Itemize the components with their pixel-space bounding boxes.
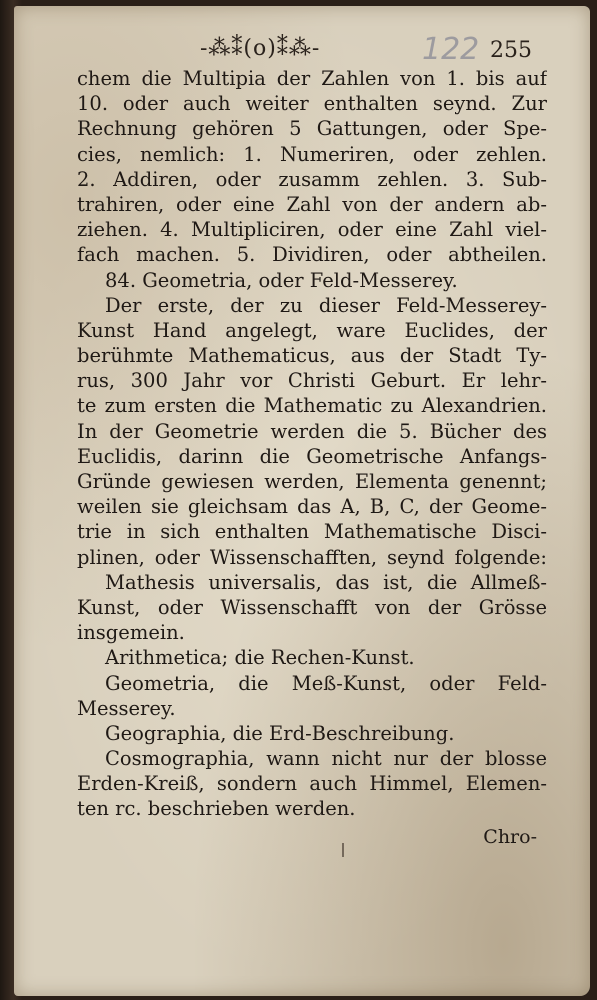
text-line: Rechnung gehören 5 Gattungen, oder Spe- — [77, 117, 547, 141]
text-line: Geographia, die Erd-Beschreibung. — [105, 721, 455, 745]
text-line: Cosmographia, wann nicht nur der blosse — [105, 747, 547, 771]
text-line: plinen, oder Wissenschafften, seynd folgende: — [77, 545, 547, 569]
page-header — [200, 32, 540, 67]
header-ornament: -⁂⁑(o)⁑⁂- — [200, 36, 321, 61]
text-line: Euclidis, darinn die Geometrische Anfangs- — [77, 444, 547, 468]
text-line: Kunst Hand angelegt, ware Euclides, der — [77, 318, 547, 342]
text-line: trahiren, oder eine Zahl von der andern ab- — [77, 192, 547, 216]
text-line: Messerey. — [77, 696, 176, 720]
ink-mark — [342, 843, 344, 857]
text-line: Arithmetica; die Rechen-Kunst. — [105, 646, 415, 670]
text-line: weilen sie gleichsam das A, B, C, der Geome- — [77, 495, 547, 519]
text-line: berühmte Mathematicus, aus der Stadt Ty- — [77, 344, 547, 368]
text-line: Geometria, die Meß-Kunst, oder Feld- — [105, 671, 547, 695]
text-line: Erden-Kreiß, sondern auch Himmel, Elemen- — [77, 772, 547, 796]
text-line: Kunst, oder Wissenschafft von der Grösse — [77, 595, 547, 619]
text-line: fach machen. 5. Dividiren, oder abtheilen. — [77, 243, 547, 267]
text-line: In der Geometrie werden die 5. Bücher des — [77, 419, 547, 443]
text-line: chem die Multipia der Zahlen von 1. bis auf — [77, 67, 547, 90]
page-number: 255 — [490, 38, 532, 63]
text-line: insgemein. — [77, 621, 185, 645]
text-line: Der erste, der zu dieser Feld-Messerey- — [105, 293, 547, 317]
text-line: rus, 300 Jahr vor Christi Geburt. Er lehr- — [77, 369, 547, 393]
pencil-annotation: 122 — [422, 32, 480, 67]
text-line: 10. oder auch weiter enthalten seynd. Zur — [77, 92, 547, 116]
text-line: te zum ersten die Mathematic zu Alexandrien. — [77, 394, 547, 418]
text-line: 2. Addiren, oder zusamm zehlen. 3. Sub- — [77, 167, 547, 191]
text-line: cies, nemlich: 1. Numeriren, oder zehlen. — [77, 142, 547, 166]
text-line: Gründe gewiesen werden, Elementa genennt; — [77, 470, 547, 493]
text-line: ten rc. beschrieben werden. — [77, 797, 356, 821]
text-line: 84. Geometria, oder Feld-Messerey. — [105, 268, 458, 292]
text-line: trie in sich enthalten Mathematische Disci- — [77, 520, 547, 544]
catchword: Chro- — [483, 826, 537, 848]
text-line: ziehen. 4. Multipliciren, oder eine Zahl viel- — [77, 218, 547, 242]
text-line: Mathesis universalis, das ist, die Allmeß- — [105, 570, 547, 594]
page-body-text — [77, 66, 547, 822]
